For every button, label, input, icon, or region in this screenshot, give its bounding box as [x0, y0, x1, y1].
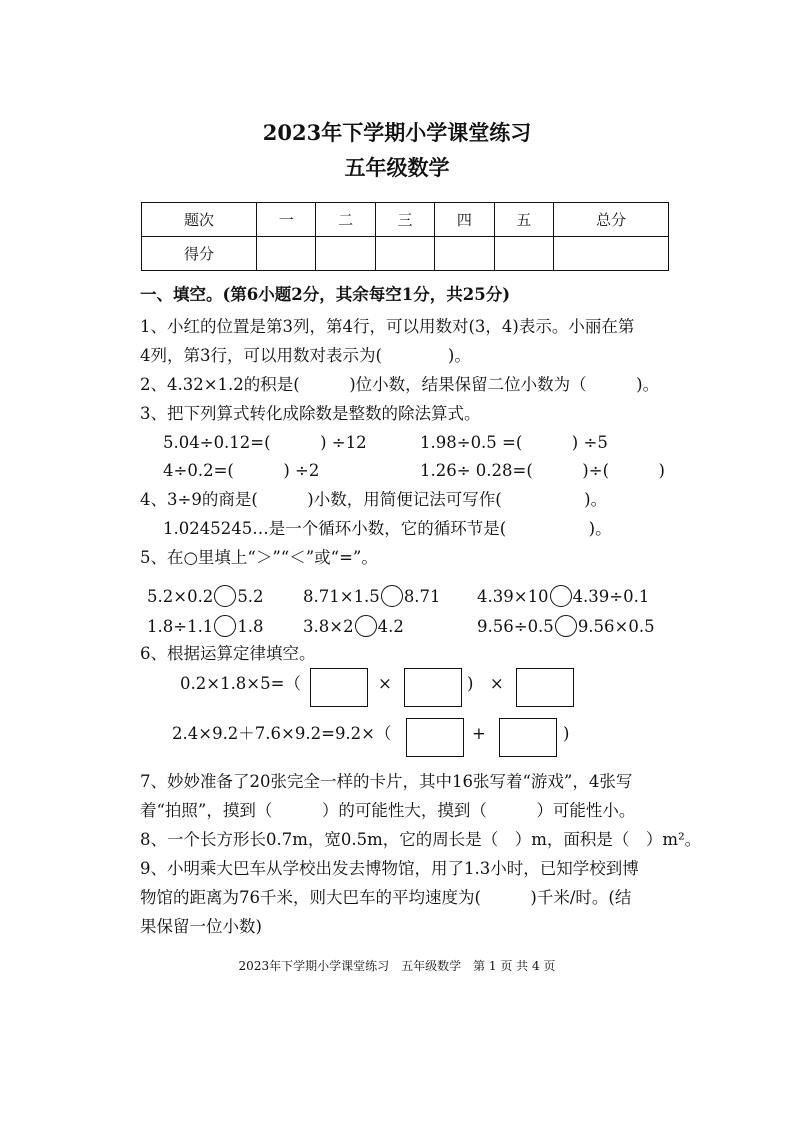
score-header-cell: 五 [494, 203, 553, 237]
answer-circle[interactable] [550, 585, 572, 607]
score-table-header-row [142, 203, 669, 237]
page-title: 2023年下学期小学课堂练习 [262, 120, 532, 145]
question-6-line-1: 6、根据运算定律填空。 [140, 644, 316, 663]
score-cell[interactable] [494, 237, 553, 271]
score-header-cell: 总分 [553, 203, 668, 237]
question-3-item-d: 1.26÷ 0.28=( )÷( ) [420, 461, 665, 480]
compare-item [147, 615, 264, 639]
score-header-cell: 三 [375, 203, 434, 237]
question-1-line-1: 1、小红的位置是第3列，第4行，可以用数对(3，4)表示。小丽在第 [140, 317, 635, 336]
compare-left: 5.2×0.2 [147, 587, 214, 606]
answer-circle[interactable] [555, 615, 577, 637]
question-3-item-b: 1.98÷0.5 =( ) ÷5 [420, 433, 608, 452]
compare-right: 4.2 [377, 617, 404, 636]
compare-item [303, 615, 404, 639]
score-header-cell: 题次 [142, 203, 257, 237]
question-3-item-a: 5.04÷0.12=( ) ÷12 [163, 433, 367, 452]
question-3-item-c: 4÷0.2=( ) ÷2 [163, 461, 320, 480]
compare-right: 5.2 [237, 587, 264, 606]
compare-item [477, 615, 655, 639]
score-cell[interactable] [316, 237, 375, 271]
score-cell[interactable] [435, 237, 494, 271]
answer-box[interactable] [404, 668, 462, 707]
compare-right: 1.8 [237, 617, 264, 636]
compare-right: 8.71 [403, 587, 441, 606]
score-header-cell: 四 [435, 203, 494, 237]
compare-right: 4.39÷0.1 [572, 587, 650, 606]
answer-box[interactable] [499, 718, 557, 757]
compare-left: 8.71×1.5 [303, 587, 380, 606]
question-5-line-1: 5、在○里填上“＞”“＜”或“=”。 [140, 548, 378, 567]
answer-box[interactable] [516, 668, 574, 707]
compare-item [147, 585, 264, 609]
score-table [141, 202, 669, 271]
question-2: 2、4.32×1.2的积是( )位小数，结果保留二位小数为（ )。 [140, 375, 660, 394]
section-heading: 一、填空。(第6小题2分，其余每空1分，共25分) [140, 285, 511, 304]
eq2-operator: + [472, 724, 486, 743]
question-3-line-1: 3、把下列算式转化成除数是整数的除法算式。 [140, 404, 481, 423]
score-cell[interactable] [375, 237, 434, 271]
score-table-score-row [142, 237, 669, 271]
compare-right: 9.56×0.5 [577, 617, 655, 636]
compare-left: 3.8×2 [303, 617, 354, 636]
eq1-operator-1: × [378, 674, 392, 693]
question-9-line-2: 物馆的距离为76千米，则大巴车的平均速度为( )千米/时。(结 [140, 888, 632, 907]
score-row-label: 得分 [142, 237, 257, 271]
compare-left: 1.8÷1.1 [147, 617, 214, 636]
score-header-cell: 二 [316, 203, 375, 237]
answer-box[interactable] [310, 668, 368, 707]
score-header-cell: 一 [257, 203, 316, 237]
eq2-prefix: 2.4×9.2＋7.6×9.2=9.2×（ [172, 724, 392, 743]
question-7-line-1: 7、妙妙准备了20张完全一样的卡片，其中16张写着“游戏”，4张写 [140, 772, 633, 791]
compare-item [303, 585, 441, 609]
compare-left: 9.56÷0.5 [477, 617, 554, 636]
score-cell[interactable] [553, 237, 668, 271]
question-8: 8、一个长方形长0.7m，宽0.5m，它的周长是（ ）m，面积是（ ）m²。 [140, 830, 702, 849]
page-subtitle: 五年级数学 [344, 155, 450, 180]
compare-left: 4.39×10 [477, 587, 549, 606]
question-4-line-2: 1.0245245…是一个循环小数，它的循环节是( )。 [163, 519, 612, 538]
eq2-close: ) [563, 724, 570, 743]
eq1-prefix: 0.2×1.8×5=（ [180, 674, 301, 693]
answer-circle[interactable] [214, 615, 236, 637]
page-footer: 2023年下学期小学课堂练习 五年级数学 第 1 页 共 4 页 [238, 959, 556, 973]
question-4-line-1: 4、3÷9的商是( )小数，用简便记法可写作( )。 [140, 490, 608, 509]
question-9-line-3: 果保留一位小数) [140, 917, 262, 936]
answer-circle[interactable] [381, 585, 403, 607]
answer-circle[interactable] [355, 615, 377, 637]
eq1-operator-2: ) × [467, 674, 504, 693]
score-cell[interactable] [257, 237, 316, 271]
question-9-line-1: 9、小明乘大巴车从学校出发去博物馆，用了1.3小时，已知学校到博 [140, 859, 639, 878]
answer-circle[interactable] [214, 585, 236, 607]
answer-box[interactable] [406, 718, 464, 757]
question-7-line-2: 着“拍照”，摸到（ ）的可能性大，摸到（ ）可能性小。 [140, 801, 636, 820]
compare-item [477, 585, 649, 609]
question-1-line-2: 4列，第3行，可以用数对表示为( )。 [140, 346, 471, 365]
